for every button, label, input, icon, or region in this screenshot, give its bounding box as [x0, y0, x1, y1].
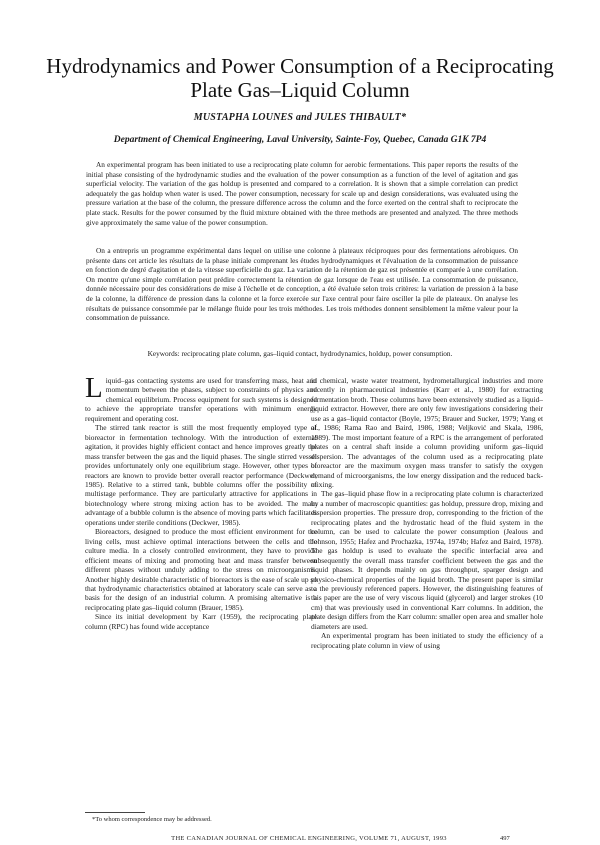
body-paragraph: The stirred tank reactor is still the most frequently employed type of bioreactor in fermentation technology. With the introduction of external agitation, it provides highly efficient contact and hence improves greatly the mass transfer between the gas and the liquid phases. The single stirred vessel provides unfortunately only one equilibrium stage. However, other types of reactors are known to provide better overall reactor performance (Deckwer, 1985). Relative to a stirred tank, bubble columns offer the possibility of multistage performance. They are particularly attractive for applications in biotechnology where strong mixing action has to be avoided. The main advantage of a bubble column is the absence of moving parts which facilitates operations under sterile conditions (Deckwer, 1985).: [85, 423, 317, 527]
body-column-left: [85, 372, 317, 631]
page-number: 497: [500, 835, 510, 842]
body-paragraph: Since its initial development by Karr (1959), the reciprocating plate column (RPC) has found wide acceptance: [85, 612, 317, 631]
body-column-right: [311, 376, 543, 650]
drop-cap: L: [85, 372, 103, 404]
body-paragraph: An experimental program has been initiated to study the efficiency of a reciprocating plate column in view of using: [311, 631, 543, 650]
footnote: *To whom correspondence may be addressed.: [92, 816, 212, 823]
journal-footer: THE CANADIAN JOURNAL OF CHEMICAL ENGINEERING, VOLUME 71, AUGUST, 1993: [171, 835, 447, 842]
keywords-line: Keywords: reciprocating plate column, gas–liquid contact, hydrodynamics, holdup, power consumption.: [147, 349, 453, 358]
article-title: Hydrodynamics and Power Consumption of a Reciprocating Plate Gas–Liquid Column: [46, 54, 554, 102]
footnote-divider: [85, 812, 145, 813]
body-paragraph: Bioreactors, designed to produce the most efficient environment for the living cells, must achieve optimal interactions between the cells and the culture media. In a closely controlled environment, they have to provide efficient means of mixing and promoting heat and mass transfer between different phases without unduly adding to the stress on microorganisms. Another highly desirable characteristic of bioreactors is the ease of scale up so that hydrodynamic characteristics obtained at laboratory scale can serve as a basis for the design of an industrial column. A promising alternative is a reciprocating plate gas–liquid column (Brauer, 1985).: [85, 527, 317, 612]
body-paragraph: [85, 372, 317, 423]
article-authors: MUSTAPHA LOUNES and JULES THIBAULT*: [193, 112, 407, 123]
body-paragraph: The gas–liquid phase flow in a reciprocating plate column is characterized by a number of macroscopic quantities: gas holdup, pressure drop, mixing and dispersion properties. The pressure drop, corresponding to the friction of the reciprocating plates and the hydrostatic head of the fluid system in the column, can be used to calculate the power consumption (Jealous and Johnson, 1955; Hafez and Prochazka, 1974a, 1974b; Hafez and Baird, 1978). The gas holdup is used to evaluate the specific interfacial area and subsequently the overall mass transfer coefficient between the gas and the liquid phases. It depends mainly on gas throughput, sparger design and physico-chemical properties of the liquid broth. The present paper is similar to the previously referenced papers. However, the distinguishing features of this paper are the use of very viscous liquid (glycerol) and larger strokes (10 cm) that was previously used in conventional Karr columns. In addition, the plate design differs from the Karr column: smaller open area and smaller hole diameters are used.: [311, 489, 543, 631]
paragraph-text: iquid–gas contacting systems are used for transferring mass, heat and momentum between the phases, subject to constraints of physics and chemical equilibrium. Process equipment for such systems is designed to achieve the appropriate transfer operations with minimum energy requirement and operating cost.: [85, 376, 317, 423]
body-paragraph: in chemical, waste water treatment, hydrometallurgical industries and more recently in pharmaceutical industries (Karr et al., 1980) for extracting fermentation broth. These columns have been extensively studied as a liquid–liquid extractor. However, there are only few investigations considering their use as a gas–liquid contactor (Boyle, 1975; Brauer and Sucker, 1979; Yang et al., 1986; Rama Rao and Baird, 1986, 1988; Veljković and Skala, 1986, 1989). The most important feature of a RPC is the arrangement of perforated plates on a central shaft inside a column providing uniform gas–liquid dispersion. The advantages of the column used as a reciprocating plate bioreactor are the maximum oxygen mass transfer to satisfy the oxygen demand of microorganisms, the low energy dissipation and the reduced back-mixing.: [311, 376, 543, 489]
abstract-english: An experimental program has been initiated to use a reciprocating plate column for aerobic fermentations. This paper reports the results of the initial phase consisting of the hydrodynamic studies and the evaluation of the power consumption as a function of the level of agitation and gas superficial velocity. The variation of the gas holdup is presented and compared to a correlation. It is shown that a simple correlation can predict adequately the gas holdup when water is used. The power consumption, necessary for scale up and design considerations, was evaluated using the pressure variation at the base of the column, the pressure difference across the column and the force exerted on the central shaft to reciprocate the plate stack. Results for the power consumed by the fluid mixture obtained with the three methods are presented and analyzed. The three methods give approximately the same value of the power consumption.: [86, 160, 518, 227]
author-affiliation: Department of Chemical Engineering, Laval University, Sainte-Foy, Quebec, Canada G1K 7P4: [113, 135, 487, 145]
abstract-french: On a entrepris un programme expérimental dans lequel on utilise une colonne à plateaux réciproques pour des fermentations aérobiques. On présente dans cet article les résultats de la phase initiale comprenant les études hydrodynamiques et l'évaluation de la consommation de puissance en fonction de degré d'agitation et de la vitesse superficielle du gaz. La variation de la rétention de gaz est présentée et comparée à une corrélation. On montre qu'une simple corrélation peut prédire correctement la rétention de gaz lorsque de l'eau est utilisée. La consommation de puissance, donnée nécessaire pour des considérations de mise à l'échelle et de conception, a été évaluée selon trois critères: la variation de pression à la base de la colonne, la différence de pression dans la colonne et la force exercée sur l'axe central pour faire osciller la pile de plateaux. On analyse les résultats de puissance consommée par le mélange fluide pour les trois méthodes. Les trois méthodes donnent sensiblement la même valeur pour la consommation de puissance.: [86, 246, 518, 323]
